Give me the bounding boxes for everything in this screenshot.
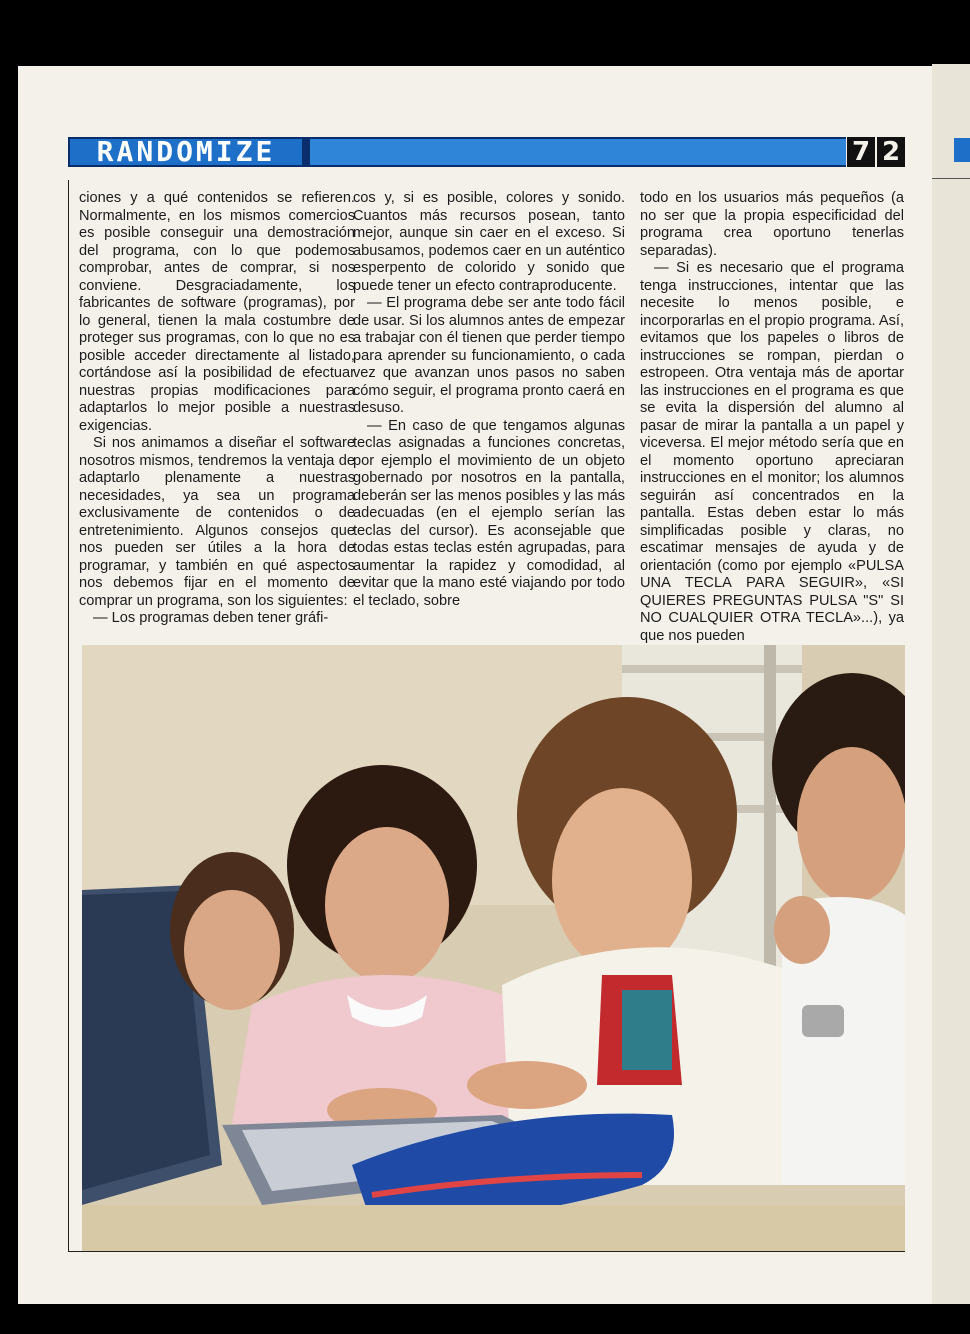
paragraph: cos y, si es posible, colores y sonido. Cuantos más recursos posean, tanto mejor, aunque sin caer en el exceso. Si abusamos, podemos caer en un auténtico esperpento de colorido y sonido que puede tener un efecto contraproducente. — [353, 190, 625, 294]
paragraph: — Si es necesario que el programa tenga instrucciones, intentar que las necesite lo menos posible, e incorporarlas en el propio programa. Así, evitamos que los papeles o libros de instrucciones se rompan, pierdan o estropeen. Otra ventaja más de aportar las instrucciones en el programa es que se evita la dispersión del alumno al pasar de mirar la pantalla a un papel y viceversa. El mejor método sería que en el momento oportuno apreciaran instrucciones en el monitor; los alumnos seguirán así concentrados en la pantalla. Estas deben estar lo más simplificadas posible y claras, no escatimar mensajes de ayuda y de orientación (como por ejemplo «PULSA UNA TECLA PARA SEGUIR», «SI QUIERES PREGUNTAS PULSA "S" SI NO CUALQUIER OTRA TECLA»...), ya que nos pueden — [640, 260, 904, 644]
photo-illustration — [82, 645, 905, 1251]
page-number-digit-right: 2 — [877, 137, 905, 167]
paragraph: — Los programas deben tener gráfi- — [93, 610, 329, 626]
page-number-digit-left: 7 — [847, 137, 875, 167]
paragraph: — El programa debe ser ante todo fácil de usar. Si los alumnos antes de empezar a trabajar con él tienen que perder tiempo para aprender su funcionamiento, o cada vez que avanzan unos pasos no saben cómo seguir, el programa pronto caerá en desuso. — [353, 295, 625, 416]
page-number — [847, 137, 905, 167]
frame-left-rule — [68, 180, 69, 1252]
paragraph: Si nos animamos a diseñar el software nosotros mismos, tendremos la ventaja de adaptarlo plenamente a nuestras necesidades, ya sea un programa exclusivamente de contenidos o de entretenimiento. Algunos consejos que nos pueden ser útiles a la hora de programar, y también en qué aspectos nos debemos fijar en el momento de comprar un programa, son los siguientes: — [79, 435, 355, 609]
next-page-edge — [932, 64, 970, 1304]
section-logo: RANDOMIZE — [68, 137, 304, 167]
text-column-3 — [640, 190, 904, 645]
header-bar — [310, 137, 846, 167]
paragraph: ciones y a qué contenidos se refieren. Normalmente, en los mismos comercios es posible conseguir una demostración del programa, con lo que podemos comprobar, antes de comprar, si nos conviene. Desgraciadamente, los fabricantes de software (programas), por lo general, tienen la mala costumbre de proteger sus programas, con lo que no es posible acceder directamente al listado, cortándose así la posibilidad de efectuar nuestras propias modificaciones para adaptarlos lo mejor posible a nuestras exigencias. — [79, 190, 355, 434]
paragraph: — En caso de que tengamos algunas teclas asignadas a funciones concretas, por ejemplo el movimiento de un objeto gobernado por nosotros en la pantalla, deberán ser las menos posibles y las más adecuadas (en el ejemplo serían las teclas del cursor). Es aconsejable que todas estas teclas estén agrupadas, para aumentar la rapidez y comodidad, al evitar que la mano esté viajando por todo el teclado, sobre — [353, 417, 625, 609]
page-header — [68, 137, 905, 167]
frame-bottom-rule — [68, 1251, 905, 1252]
photo-students-at-computer — [82, 645, 905, 1251]
text-column-1 — [79, 190, 355, 628]
text-column-2 — [353, 190, 625, 610]
next-page-rule — [932, 178, 970, 179]
paragraph: todo en los usuarios más pequeños (a no ser que la propia especificidad del programa crea oportuno tenerlas separadas). — [640, 190, 904, 259]
next-page-header-tick — [954, 138, 970, 162]
